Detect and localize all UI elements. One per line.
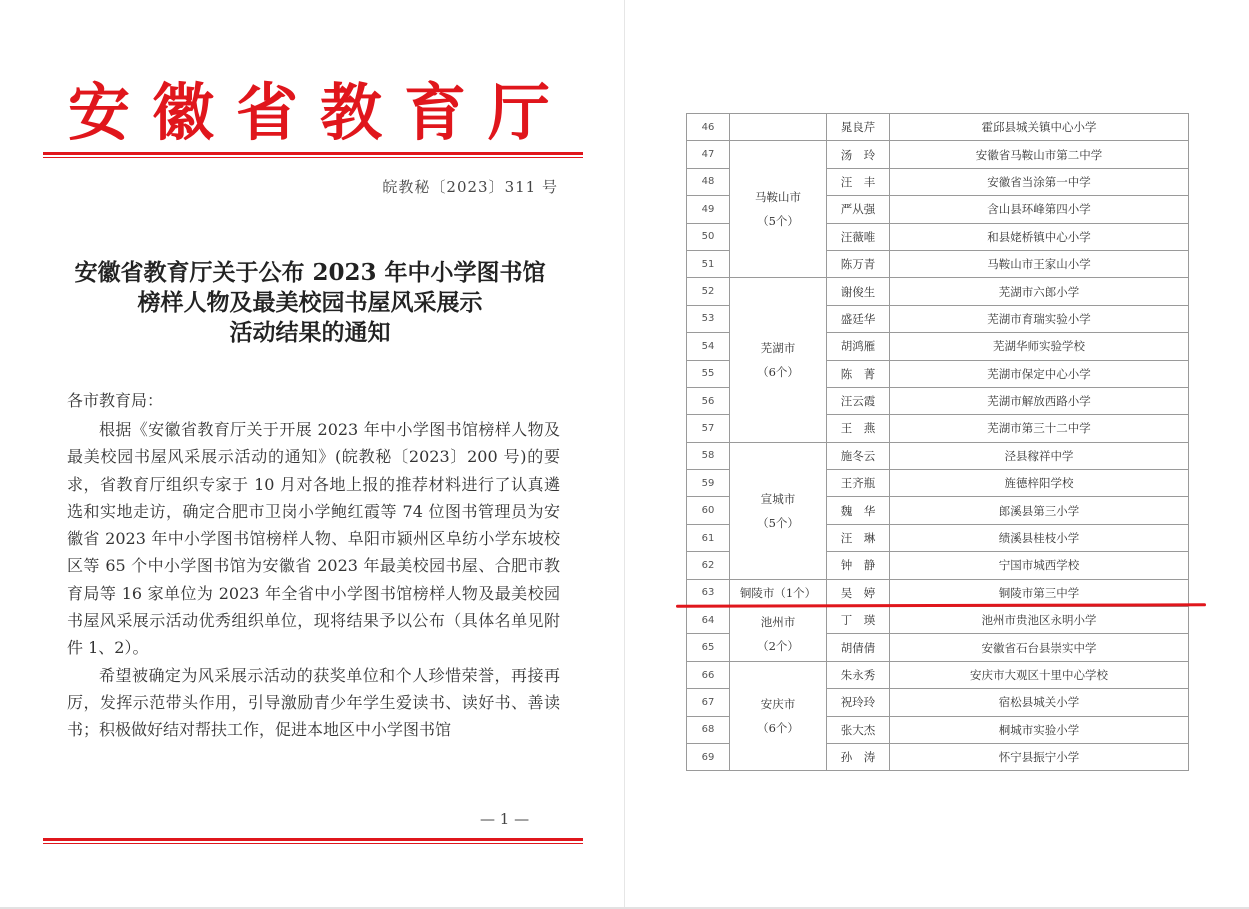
city-cell: 芜湖市 （6个）	[730, 278, 827, 442]
school-name: 宁国市城西学校	[890, 552, 1189, 579]
school-name: 怀宁县振宁小学	[890, 743, 1189, 770]
person-name: 胡鸿雁	[827, 333, 890, 360]
school-name: 铜陵市第三中学	[890, 579, 1189, 606]
school-name: 旌德梓阳学校	[890, 470, 1189, 497]
row-number: 59	[687, 470, 730, 497]
school-name: 芜湖华师实验学校	[890, 333, 1189, 360]
row-number: 46	[687, 114, 730, 141]
city-cell: 安庆市 （6个）	[730, 661, 827, 771]
row-number: 55	[687, 360, 730, 387]
footer-rule-thin	[43, 843, 583, 844]
school-name: 池州市贵池区永明小学	[890, 607, 1189, 634]
person-name: 汪 丰	[827, 168, 890, 195]
person-name: 钟 静	[827, 552, 890, 579]
page-number: — 1 —	[480, 810, 530, 828]
person-name: 祝玲玲	[827, 689, 890, 716]
table-row	[687, 607, 1189, 634]
row-number: 60	[687, 497, 730, 524]
person-name: 孙 涛	[827, 743, 890, 770]
city-cell: 池州市 （2个）	[730, 607, 827, 662]
table-row	[687, 579, 1189, 606]
body-text	[67, 416, 560, 744]
school-name: 含山县环峰第四小学	[890, 196, 1189, 223]
school-name: 霍邱县城关镇中心小学	[890, 114, 1189, 141]
person-name: 张大杰	[827, 716, 890, 743]
row-number: 57	[687, 415, 730, 442]
row-number: 58	[687, 442, 730, 469]
row-number: 56	[687, 387, 730, 414]
school-name: 芜湖市育瑞实验小学	[890, 305, 1189, 332]
footer-rule-thick	[43, 838, 583, 841]
person-name: 魏 华	[827, 497, 890, 524]
school-name: 泾县稼祥中学	[890, 442, 1189, 469]
person-name: 盛廷华	[827, 305, 890, 332]
row-number: 69	[687, 743, 730, 770]
person-name: 王齐瓶	[827, 470, 890, 497]
row-number: 51	[687, 250, 730, 277]
row-number: 66	[687, 661, 730, 688]
award-table-body	[687, 114, 1189, 771]
school-name: 郎溪县第三小学	[890, 497, 1189, 524]
paragraph-2: 希望被确定为风采展示活动的获奖单位和个人珍惜荣誉，再接再厉，发挥示范带头作用，引导激励青少年学生爱读书、读好书、善读书；积极做好结对帮扶工作，促进本地区中小学图书馆	[67, 665, 560, 740]
page-left	[0, 0, 620, 909]
school-name: 绩溪县桂枝小学	[890, 524, 1189, 551]
row-number: 52	[687, 278, 730, 305]
person-name: 陈 菁	[827, 360, 890, 387]
document-title	[40, 258, 580, 348]
table-row	[687, 114, 1189, 141]
table-row	[687, 442, 1189, 469]
title-line-2: 榜样人物及最美校园书屋风采展示	[137, 289, 483, 316]
school-name: 安徽省石台县崇实中学	[890, 634, 1189, 661]
school-name: 安徽省马鞍山市第二中学	[890, 141, 1189, 168]
doc-number: 皖教秘〔2023〕311 号	[382, 178, 558, 196]
award-list-table	[686, 113, 1189, 771]
person-name: 陈万青	[827, 250, 890, 277]
table-row	[687, 661, 1189, 688]
row-number: 67	[687, 689, 730, 716]
school-name: 宿松县城关小学	[890, 689, 1189, 716]
school-name: 安庆市大观区十里中心学校	[890, 661, 1189, 688]
row-number: 64	[687, 607, 730, 634]
school-name: 芜湖市解放西路小学	[890, 387, 1189, 414]
table-row	[687, 278, 1189, 305]
school-name: 马鞍山市王家山小学	[890, 250, 1189, 277]
person-name: 汤 玲	[827, 141, 890, 168]
person-name: 汪 琳	[827, 524, 890, 551]
masthead-rule-thin	[43, 157, 583, 158]
school-name: 和县姥桥镇中心小学	[890, 223, 1189, 250]
table-row	[687, 141, 1189, 168]
row-number: 62	[687, 552, 730, 579]
title-line-1: 安徽省教育厅关于公布 2023 年中小学图书馆	[74, 259, 546, 286]
masthead: 安徽省教育厅	[67, 76, 572, 149]
city-cell	[730, 114, 827, 141]
person-name: 晁良芹	[827, 114, 890, 141]
row-number: 47	[687, 141, 730, 168]
row-number: 49	[687, 196, 730, 223]
row-number: 61	[687, 524, 730, 551]
row-number: 65	[687, 634, 730, 661]
row-number: 53	[687, 305, 730, 332]
city-cell: 铜陵市（1个）	[730, 579, 827, 606]
person-name: 王 燕	[827, 415, 890, 442]
person-name: 胡倩倩	[827, 634, 890, 661]
person-name: 吴 婷	[827, 579, 890, 606]
city-cell: 马鞍山市 （5个）	[730, 141, 827, 278]
city-cell: 宣城市 （5个）	[730, 442, 827, 579]
person-name: 丁 瑛	[827, 607, 890, 634]
school-name: 芜湖市第三十二中学	[890, 415, 1189, 442]
row-number: 48	[687, 168, 730, 195]
paragraph-1: 根据《安徽省教育厅关于开展 2023 年中小学图书馆榜样人物及最美校园书屋风采展示活动的通知》(皖教秘〔2023〕200 号)的要求，省教育厅组织专家于 10 月对各地上报的推荐材料进行了认真遴选和实地走访，确定合肥市卫岗小学鲍红霞等 74 位图书管理员为安徽省 2023 年中小学图书馆榜样人物、阜阳市颍州区阜纺小学东坡校区等 65 个中小学图书馆为安徽省 2023 年最美校园书屋、合肥市教育局等 16 家单位为 2023 年全省中小学图书馆榜样人物及最美校园书屋风采展示活动优秀组织单位，现将结果予以公布（具体名单见附件 1、2）。	[67, 420, 560, 658]
school-name: 桐城市实验小学	[890, 716, 1189, 743]
row-number: 68	[687, 716, 730, 743]
masthead-rule-thick	[43, 152, 583, 155]
person-name: 谢俊生	[827, 278, 890, 305]
school-name: 芜湖市保定中心小学	[890, 360, 1189, 387]
person-name: 汪云霞	[827, 387, 890, 414]
school-name: 安徽省当涂第一中学	[890, 168, 1189, 195]
row-number: 63	[687, 579, 730, 606]
person-name: 施冬云	[827, 442, 890, 469]
person-name: 严从强	[827, 196, 890, 223]
person-name: 朱永秀	[827, 661, 890, 688]
title-line-3: 活动结果的通知	[229, 319, 391, 346]
school-name: 芜湖市六郎小学	[890, 278, 1189, 305]
person-name: 汪薇唯	[827, 223, 890, 250]
row-number: 50	[687, 223, 730, 250]
salutation: 各市教育局：	[67, 391, 164, 410]
row-number: 54	[687, 333, 730, 360]
